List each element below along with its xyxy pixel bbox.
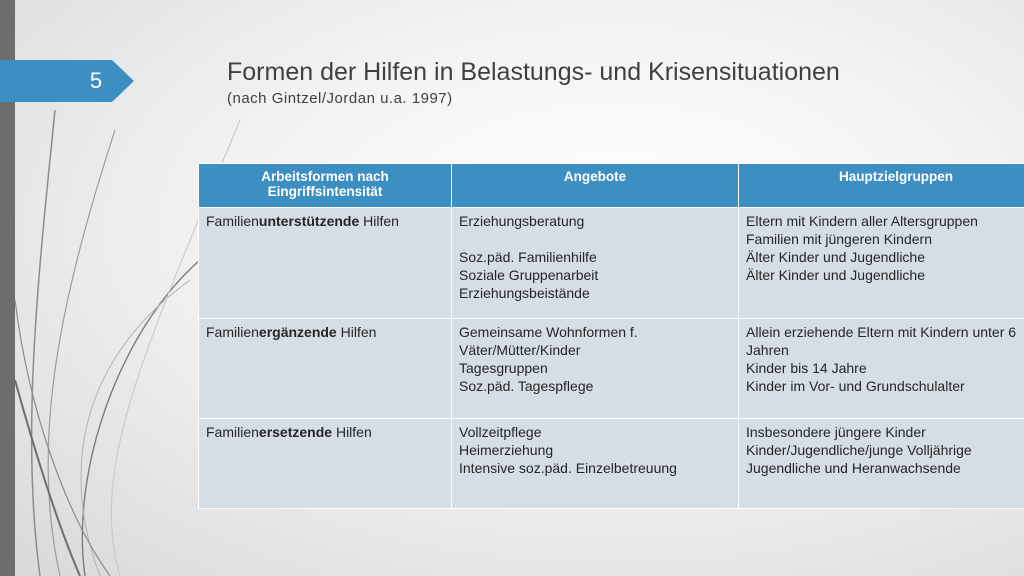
targets-cell [739,208,1024,319]
header-target-groups: Hauptzielgruppen [739,164,1024,208]
list-item: Kinder bis 14 Jahre [746,360,867,376]
work-form-cell: Familienunterstützende Hilfen [199,208,452,319]
list-item: Kinder/Jugendliche/junge Volljährige [746,442,972,458]
slide-number: 5 [89,68,103,93]
header-offers: Angebote [452,164,739,208]
list-item: Tagesgruppen [459,360,548,376]
list-item: Vollzeitpflege [459,424,542,440]
offers-cell [452,208,739,319]
list-item: Soz.päd. Tagespflege [459,378,594,394]
targets-cell [739,319,1024,419]
table-row [199,208,1024,319]
slide-title: Formen der Hilfen in Belastungs- und Krisensituationen [227,58,840,86]
targets-cell [739,419,1024,509]
list-item: Heimerziehung [459,442,554,458]
list-item: Älter Kinder und Jugendliche [746,267,926,283]
header-work-forms: Arbeitsformen nach Eingriffsintensität [199,164,452,208]
list-item: Erziehungsbeistände [459,285,590,301]
list-item: Erziehungsberatung [459,213,585,229]
list-item: Soz.päd. Familienhilfe [459,249,597,265]
slide-subtitle: (nach Gintzel/Jordan u.a. 1997) [227,90,453,107]
list-item: Soziale Gruppenarbeit [459,267,599,283]
offers-cell [452,419,739,509]
list-item: Jugendliche und Heranwachsende [746,460,961,476]
help-forms-table [198,163,1024,509]
list-item: Eltern mit Kindern aller Altersgruppen [746,213,978,229]
list-item: Intensive soz.päd. Einzelbetreuung [459,460,677,476]
list-item [459,230,731,248]
table-header-row [199,164,1024,208]
table-row [199,319,1024,419]
work-form-cell: Familienergänzende Hilfen [199,319,452,419]
list-item: Gemeinsame Wohnformen f. Väter/Mütter/Kinder [459,324,638,358]
list-item: Familien mit jüngeren Kindern [746,231,932,247]
work-form-cell: Familienersetzende Hilfen [199,419,452,509]
offers-cell [452,319,739,419]
list-item: Insbesondere jüngere Kinder [746,424,926,440]
list-item: Älter Kinder und Jugendliche [746,249,926,265]
table-row [199,419,1024,509]
list-item: Allein erziehende Eltern mit Kindern unter 6 Jahren [746,324,1017,358]
list-item: Kinder im Vor- und Grundschulalter [746,378,965,394]
